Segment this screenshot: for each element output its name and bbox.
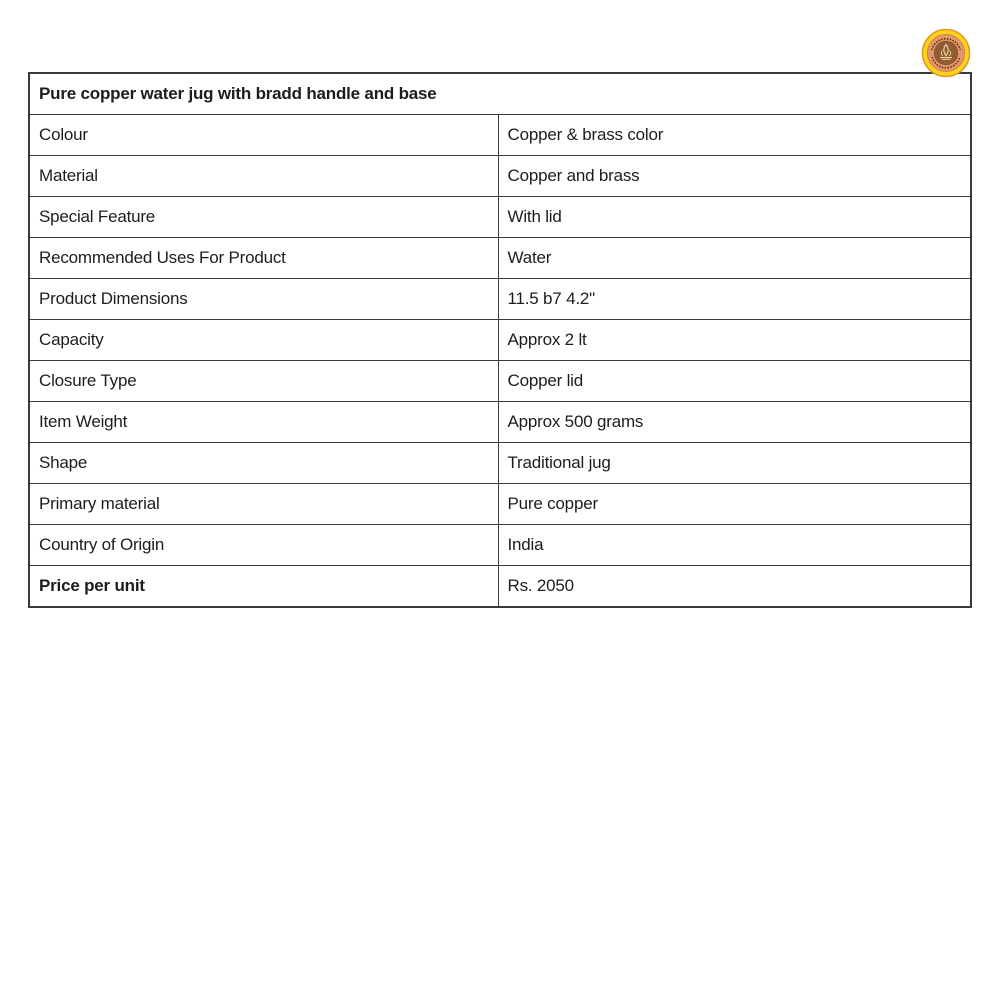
spec-label: Country of Origin xyxy=(29,525,498,566)
spec-row xyxy=(29,443,971,484)
spec-row xyxy=(29,197,971,238)
spec-row xyxy=(29,361,971,402)
title-row xyxy=(29,73,971,115)
price-value: Rs. 2050 xyxy=(498,566,971,608)
spec-label: Item Weight xyxy=(29,402,498,443)
spec-label: Shape xyxy=(29,443,498,484)
spec-value: Copper and brass xyxy=(498,156,971,197)
brand-badge xyxy=(921,28,971,78)
spec-value: India xyxy=(498,525,971,566)
spec-row xyxy=(29,115,971,156)
spec-row xyxy=(29,402,971,443)
spec-label: Material xyxy=(29,156,498,197)
product-spec-table xyxy=(28,72,972,608)
spec-value: Pure copper xyxy=(498,484,971,525)
spec-row xyxy=(29,279,971,320)
diya-lamp-icon xyxy=(921,28,971,78)
spec-label: Colour xyxy=(29,115,498,156)
spec-row xyxy=(29,484,971,525)
spec-row xyxy=(29,525,971,566)
product-title: Pure copper water jug with bradd handle and base xyxy=(29,73,971,115)
spec-label: Closure Type xyxy=(29,361,498,402)
spec-label: Special Feature xyxy=(29,197,498,238)
spec-label: Capacity xyxy=(29,320,498,361)
price-row xyxy=(29,566,971,608)
spec-value: 11.5 b7 4.2" xyxy=(498,279,971,320)
spec-value: Water xyxy=(498,238,971,279)
spec-row xyxy=(29,238,971,279)
spec-value: Approx 2 lt xyxy=(498,320,971,361)
spec-row xyxy=(29,320,971,361)
spec-label: Primary material xyxy=(29,484,498,525)
spec-value: Copper & brass color xyxy=(498,115,971,156)
spec-value: Approx 500 grams xyxy=(498,402,971,443)
spec-value: Traditional jug xyxy=(498,443,971,484)
price-label: Price per unit xyxy=(29,566,498,608)
spec-row xyxy=(29,156,971,197)
spec-label: Recommended Uses For Product xyxy=(29,238,498,279)
spec-value: Copper lid xyxy=(498,361,971,402)
spec-label: Product Dimensions xyxy=(29,279,498,320)
spec-value: With lid xyxy=(498,197,971,238)
